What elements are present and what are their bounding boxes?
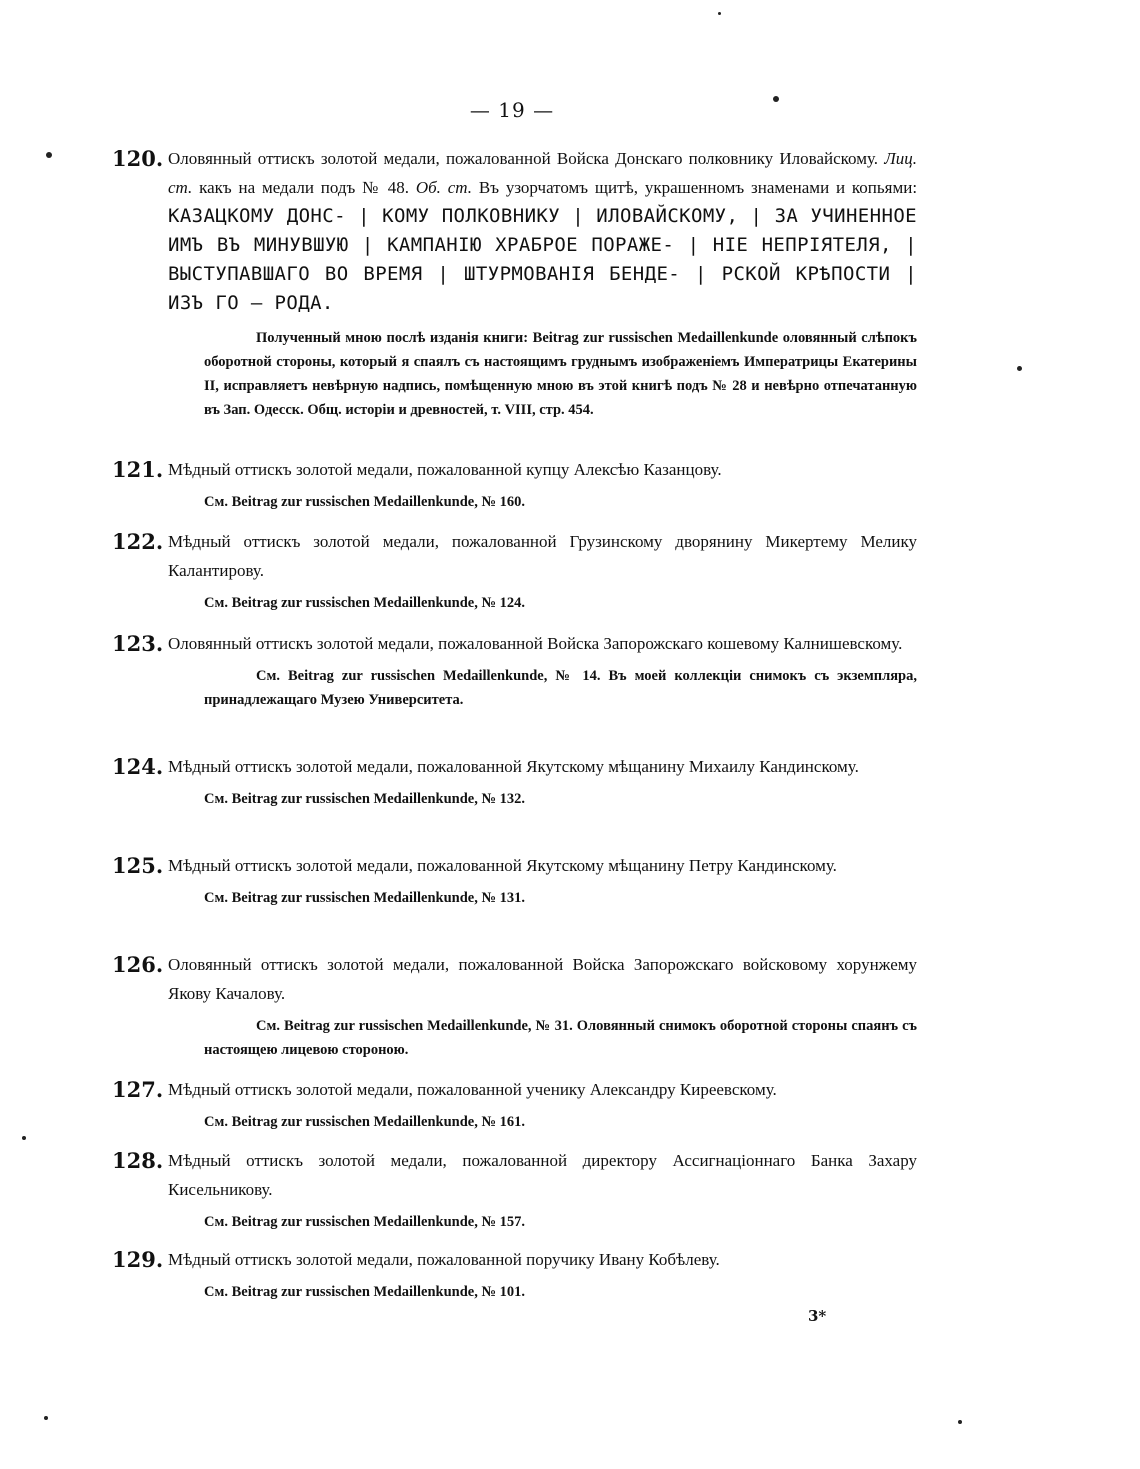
entry-description: Мѣдный оттискъ золотой медали, пожалованной Якутскому мѣщанину Петру Кандинскому. (168, 856, 837, 875)
entry-note: Полученный мною послѣ изданія книги: Beitrag zur russischen Medaillenkunde оловянный слѣпокъ оборотной стороны, который я спаялъ съ настоящимъ груднымъ изображеніемъ Императрицы Екатерины II, исправляетъ невѣрную надпись, помѣщенную мною въ этой книгѣ подъ № 28 и невѣрно отпечатанную въ Зап. Одесск. Общ. исторіи и древностей, т. VIII, стр. 454. (204, 330, 917, 418)
entry-description: Мѣдный оттискъ золотой медали, пожалованной ученику Александру Киреевскому. (168, 1080, 777, 1099)
scan-speck (22, 1136, 26, 1140)
entry-note: См. Beitrag zur russischen Medaillenkunde, № 161. (204, 1114, 526, 1130)
catalog-entry-123 (112, 629, 917, 712)
page-number: — 19 — (469, 98, 555, 122)
catalog-entry-127 (112, 1075, 917, 1134)
entry-number: 126. (112, 952, 164, 977)
entry-description: Мѣдный оттискъ золотой медали, пожалованной Грузинскому дворянину Микертему Мелику Калантирову. (168, 532, 917, 580)
entry-number: 121. (112, 457, 164, 482)
entry-note: См. Beitrag zur russischen Medaillenkunde, № 31. Оловянный снимокъ оборотной стороны спаянъ съ настоящею лицевою стороною. (204, 1018, 917, 1058)
entry-description: Мѣдный оттискъ золотой медали, пожалованной купцу Алексѣю Казанцову. (168, 460, 722, 479)
catalog-entry-125 (112, 851, 917, 910)
scan-speck (44, 1416, 48, 1420)
entry-note: См. Beitrag zur russischen Medaillenkunde, № 131. (204, 890, 526, 906)
scan-speck (958, 1420, 962, 1424)
catalog-entry-124 (112, 752, 917, 811)
catalog-entry-128 (112, 1146, 917, 1234)
medal-inscription: КАЗАЦКОМУ ДОНС- | КОМУ ПОЛКОВНИКУ | ИЛОВАЙСКОМУ, | ЗА УЧИНЕННОЕ ИМЪ ВЪ МИНУВШУЮ | КАМПАНІЮ ХРАБРОЕ ПОРАЖЕ- | НІЕ НЕПРІЯТЕЛЯ, | ВЫСТУПАВШАГО ВО ВРЕМЯ | ШТУРМОВАНІЯ БЕНДЕ- | РСКОЙ КРѢПОСТИ | ИЗЪ ГО — РОДА. (168, 205, 917, 314)
catalog-entry-126 (112, 950, 917, 1062)
description-text: Въ узорчатомъ щитѣ, украшенномъ знаменами и копьями: (478, 178, 918, 197)
entry-description (168, 144, 917, 318)
description-text: какъ на медали подъ № 48. (199, 178, 410, 197)
description-text: Оловянный оттискъ золотой медали, пожалованной Войска Донскаго полковнику Иловайскому. (168, 149, 879, 168)
catalog-entry-120 (112, 144, 917, 422)
entry-note: См. Beitrag zur russischen Medaillenkunde, № 157. (204, 1214, 526, 1230)
entry-number: 125. (112, 853, 164, 878)
entry-number: 127. (112, 1077, 164, 1102)
entry-description: Мѣдный оттискъ золотой медали, пожалованной поручику Ивану Кобѣлеву. (168, 1250, 720, 1269)
entry-number: 129. (112, 1247, 164, 1272)
entry-description: Мѣдный оттискъ золотой медали, пожалованной директору Ассигнаціоннаго Банка Захару Кисельникову. (168, 1151, 917, 1199)
scan-speck (773, 96, 779, 102)
reverse-label: Об. ст. (415, 178, 473, 197)
entry-note: См. Beitrag zur russischen Medaillenkunde, № 101. (204, 1284, 526, 1300)
entry-number: 122. (112, 529, 164, 554)
scan-speck (718, 12, 721, 15)
entry-number: 128. (112, 1148, 164, 1173)
catalog-entry-129 (112, 1245, 917, 1304)
entry-note: См. Beitrag zur russischen Medaillenkunde, № 124. (204, 595, 526, 611)
entry-note: См. Beitrag zur russischen Medaillenkunde, № 160. (204, 494, 526, 510)
entry-number: 120. (112, 146, 164, 171)
entry-description: Оловянный оттискъ золотой медали, пожалованной Войска Запорожскаго войсковому хорунжему Якову Качалову. (168, 955, 917, 1003)
scan-speck (1017, 366, 1022, 371)
entry-description: Мѣдный оттискъ золотой медали, пожалованной Якутскому мѣщанину Михаилу Кандинскому. (168, 757, 859, 776)
entry-note: См. Beitrag zur russischen Medaillenkunde, № 14. Въ моей коллекціи снимокъ съ экземпляра, принадлежащаго Музею Университета. (204, 668, 917, 708)
entry-note: См. Beitrag zur russischen Medaillenkunde, № 132. (204, 791, 526, 807)
obverse-label: Лиц. ст. (168, 149, 917, 197)
entry-number: 123. (112, 631, 164, 656)
catalog-entry-122 (112, 527, 917, 615)
entry-description: Оловянный оттискъ золотой медали, пожалованной Войска Запорожскаго кошевому Калнишевскому. (168, 634, 903, 653)
catalog-entry-121 (112, 455, 917, 514)
entry-number: 124. (112, 754, 164, 779)
signature-mark: 3* (808, 1307, 827, 1325)
scan-speck (46, 152, 52, 158)
